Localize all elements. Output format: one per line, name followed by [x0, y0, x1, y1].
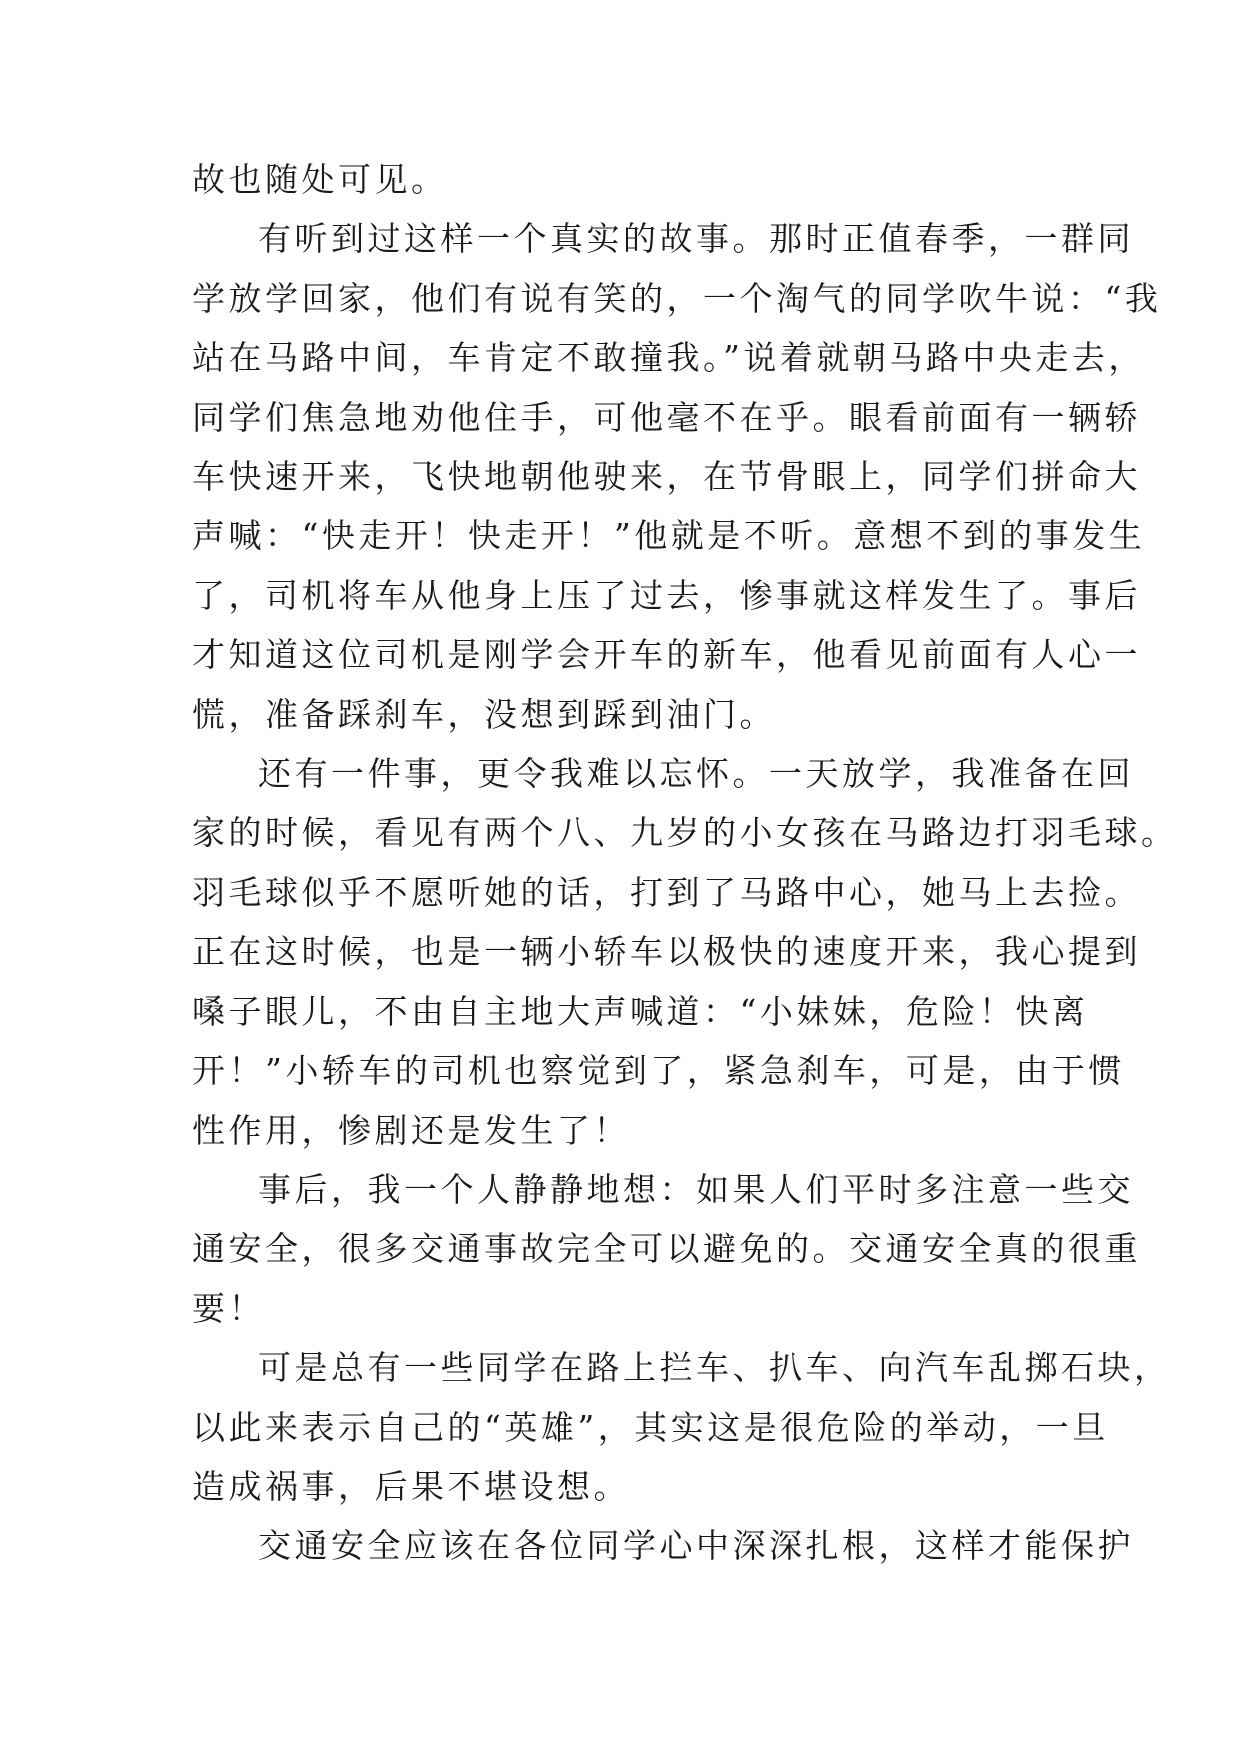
text-line: 站在马路中间，车肯定不敢撞我。”说着就朝马路中央走去， [192, 338, 1145, 378]
paragraph-5 [192, 1338, 1171, 1516]
text-line: 还有一件事，更令我难以忘怀。一天放学，我准备在回 [258, 754, 1134, 794]
text-line: 学放学回家，他们有说有笑的，一个淘气的同学吹牛说：“我 [192, 278, 1162, 318]
paragraph-6 [192, 1516, 1134, 1575]
text-line: 羽毛球似乎不愿听她的话，打到了马路中心，她马上去捡。 [192, 872, 1141, 912]
text-line: 才知道这位司机是刚学会开车的新车，他看见前面有人心一 [192, 635, 1141, 675]
text-line: 了，司机将车从他身上压了过去，惨事就这样发生了。事后 [192, 575, 1141, 615]
paragraph-1 [192, 150, 1052, 209]
paragraph-2 [192, 209, 1162, 744]
text-line: 可是总有一些同学在路上拦车、扒车、向汽车乱掷石块， [258, 1348, 1171, 1388]
text-line: 性作用，惨剧还是发生了！ [192, 1110, 630, 1150]
text-line: 以此来表示自己的“英雄”，其实这是很危险的举动，一旦 [192, 1407, 1109, 1447]
text-line: 正在这时候，也是一辆小轿车以极快的速度开来，我心提到 [192, 932, 1141, 972]
text-line: 造成祸事，后果不堪设想。 [192, 1466, 630, 1506]
paragraph-3 [192, 744, 1178, 1160]
text-line: 通安全，很多交通事故完全可以避免的。交通安全真的很重 [192, 1229, 1141, 1269]
text-line: 交通安全应该在各位同学心中深深扎根，这样才能保护 [258, 1526, 1134, 1566]
text-line: 同学们焦急地劝他住手，可他毫不在乎。眼看前面有一辆轿 [192, 397, 1141, 437]
text-line: 故也随处可见。 [192, 160, 448, 199]
text-line: 开！”小轿车的司机也察觉到了，紧急刹车，可是，由于惯 [192, 1051, 1125, 1091]
text-line: 车快速开来，飞快地朝他驶来，在节骨眼上，同学们拼命大 [192, 457, 1141, 497]
text-line: 慌，准备踩刹车，没想到踩到油门。 [192, 694, 776, 734]
text-line: 家的时候，看见有两个八、九岁的小女孩在马路边打羽毛球。 [192, 813, 1178, 853]
document-body [192, 150, 1178, 1576]
text-line: 要！ [192, 1288, 265, 1328]
text-line: 声喊：“快走开！快走开！”他就是不听。意想不到的事发生 [192, 516, 1146, 556]
text-line: 有听到过这样一个真实的故事。那时正值春季，一群同 [258, 219, 1134, 259]
paragraph-4 [192, 1160, 1141, 1338]
text-line: 事后，我一个人静静地想：如果人们平时多注意一些交 [258, 1169, 1134, 1209]
text-line: 嗓子眼儿，不由自主地大声喊道：“小妹妹，危险！快离 [192, 991, 1089, 1031]
